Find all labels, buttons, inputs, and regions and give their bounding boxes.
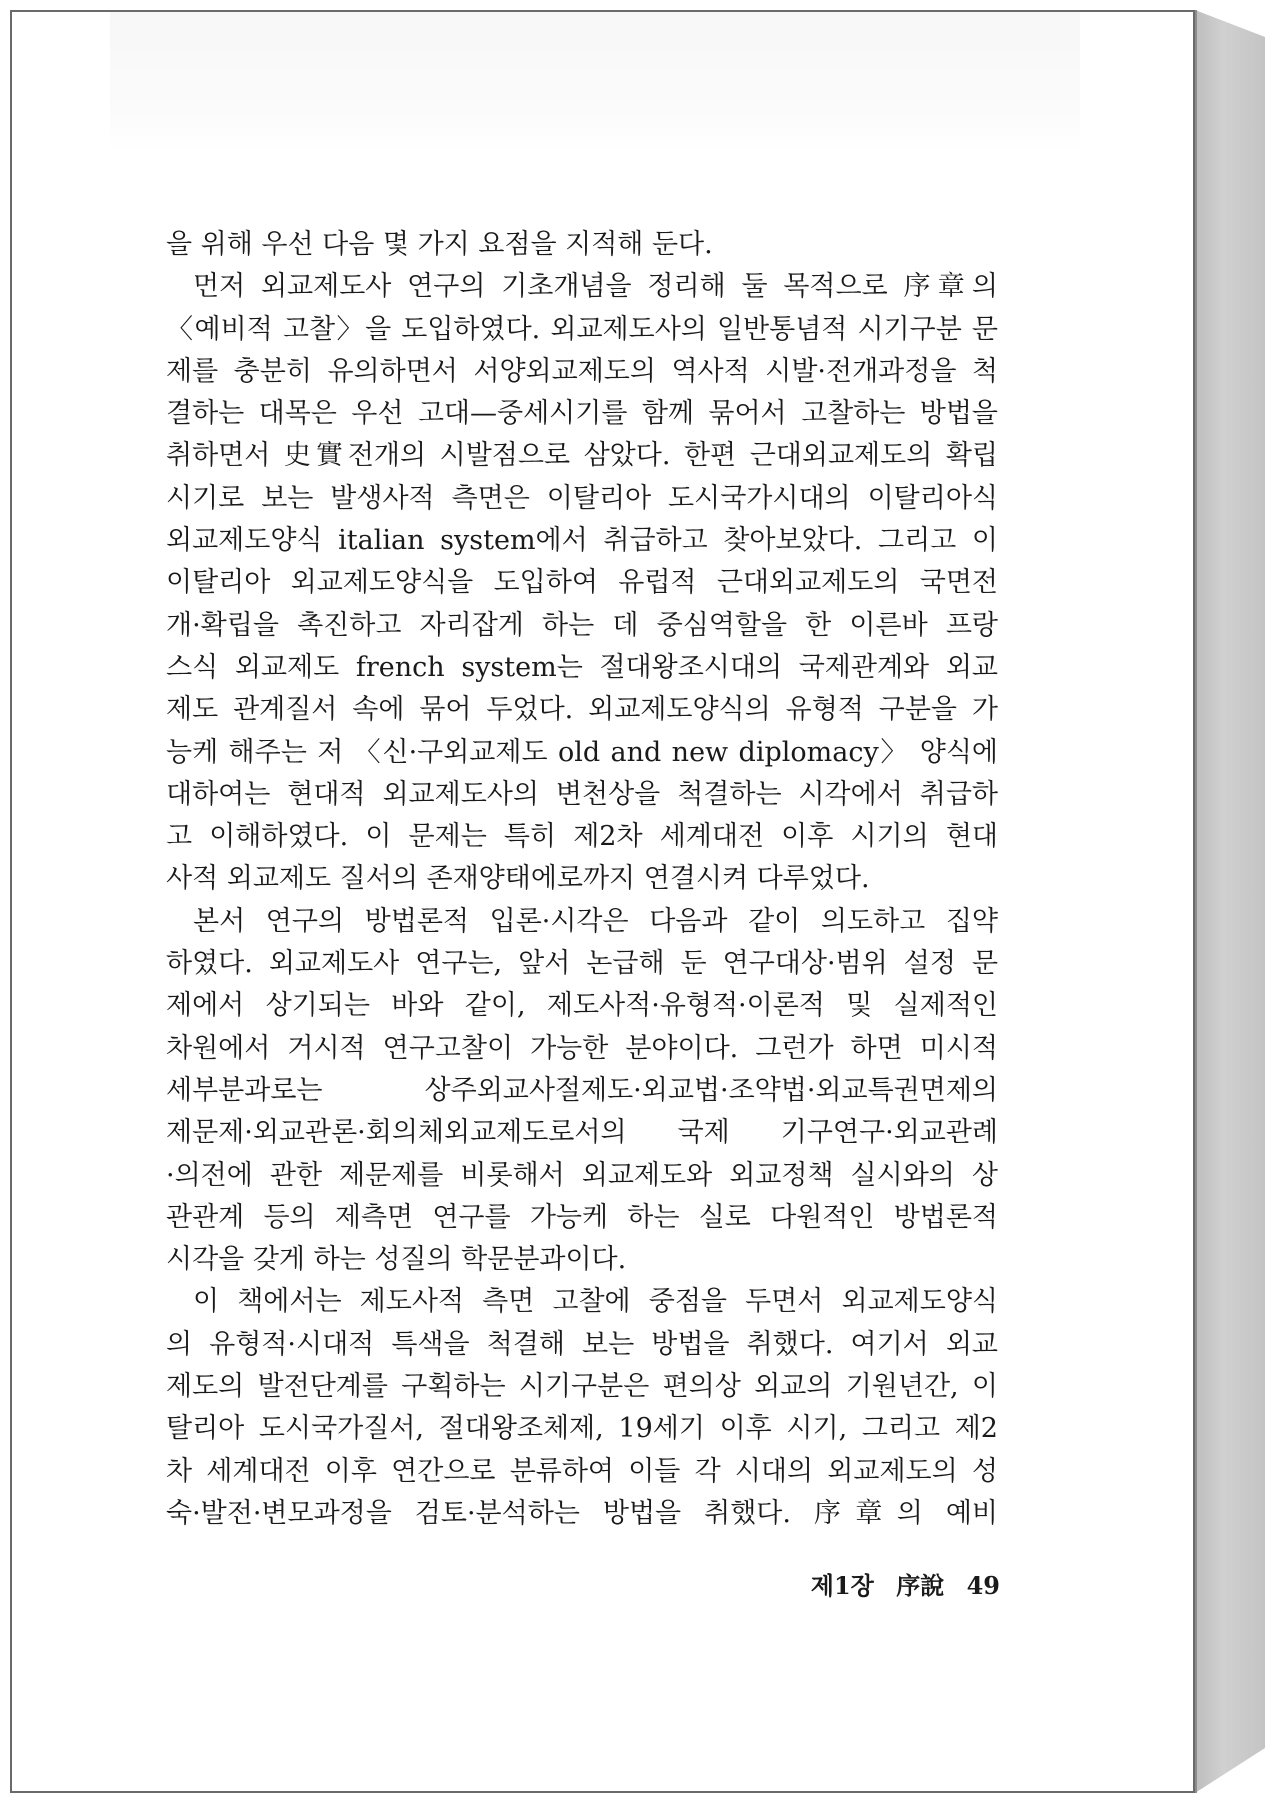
text-line: 본서 연구의 방법론적 입론·시각은 다음과 같이 의도하고 집약 bbox=[193, 905, 998, 937]
text-line: 제문제·외교관론·회의체외교제도로서의 국제 기구연구·외교관례 bbox=[166, 1117, 998, 1149]
footer-chapter: 제1장 bbox=[810, 1571, 874, 1600]
text-line: 제도 관계질서 속에 묶어 두었다. 외교제도양식의 유형적 구분을 가 bbox=[166, 694, 998, 726]
page-number: 49 bbox=[966, 1571, 1000, 1600]
text-line: 결하는 대목은 우선 고대—중세시기를 함께 묶어서 고찰하는 방법을 bbox=[166, 398, 998, 430]
text-line: 차 세계대전 이후 연간으로 분류하여 이들 각 시대의 외교제도의 성 bbox=[166, 1455, 998, 1487]
text-line: 이탈리아 외교제도양식을 도입하여 유럽적 근대외교제도의 국면전 bbox=[166, 567, 998, 599]
book-spine bbox=[1195, 10, 1265, 1793]
text-line: 시기로 보는 발생사적 측면은 이탈리아 도시국가시대의 이탈리아식 bbox=[166, 482, 998, 514]
text-line: 하였다. 외교제도사 연구는, 앞서 논급해 둔 연구대상·범위 설정 문 bbox=[166, 948, 998, 980]
text-line: 스식 외교제도 french system는 절대왕조시대의 국제관계와 외교 bbox=[166, 651, 998, 683]
text-line: 차원에서 거시적 연구고찰이 가능한 분야이다. 그런가 하면 미시적 bbox=[166, 1032, 998, 1064]
text-line: 개·확립을 촉진하고 자리잡게 하는 데 중심역할을 한 이른바 프랑 bbox=[166, 609, 998, 641]
text-line: 〈예비적 고찰〉을 도입하였다. 외교제도사의 일반통념적 시기구분 문 bbox=[166, 313, 998, 345]
text-line: 세부분과로는 상주외교사절제도·외교법·조약법·외교특권면제의 bbox=[166, 1074, 998, 1106]
body-text bbox=[166, 224, 998, 1535]
text-line: 제를 충분히 유의하면서 서양외교제도의 역사적 시발·전개과정을 척 bbox=[166, 355, 998, 387]
footer-section: 序說 bbox=[896, 1571, 945, 1600]
text-line: 먼저 외교제도사 연구의 기초개념을 정리해 둘 목적으로 序章의 bbox=[193, 271, 998, 303]
page-top-shade bbox=[110, 12, 1080, 152]
text-line: 탈리아 도시국가질서, 절대왕조체제, 19세기 이후 시기, 그리고 제2 bbox=[166, 1413, 998, 1445]
text-line: ·의전에 관한 제문제를 비롯해서 외교제도와 외교정책 실시와의 상 bbox=[166, 1159, 998, 1191]
text-line: 외교제도양식 italian system에서 취급하고 찾아보았다. 그리고 이 bbox=[166, 525, 998, 557]
text-line: 시각을 갖게 하는 성질의 학문분과이다. bbox=[166, 1244, 627, 1276]
text-line: 관관계 등의 제측면 연구를 가능케 하는 실로 다원적인 방법론적 bbox=[166, 1201, 998, 1233]
text-line: 이 책에서는 제도사적 측면 고찰에 중점을 두면서 외교제도양식 bbox=[193, 1286, 998, 1318]
text-line: 대하여는 현대적 외교제도사의 변천상을 척결하는 시각에서 취급하 bbox=[166, 778, 998, 810]
text-line: 숙·발전·변모과정을 검토·분석하는 방법을 취했다. 序章의 예비 bbox=[166, 1497, 998, 1529]
text-line: 사적 외교제도 질서의 존재양태에로까지 연결시켜 다루었다. bbox=[166, 863, 870, 895]
spine-edge bbox=[1195, 10, 1197, 1793]
text-line: 의 유형적·시대적 특색을 척결해 보는 방법을 취했다. 여기서 외교 bbox=[166, 1328, 998, 1360]
text-line: 제도의 발전단계를 구획하는 시기구분은 편의상 외교의 기원년간, 이 bbox=[166, 1371, 998, 1403]
text-line: 을 위해 우선 다음 몇 가지 요점을 지적해 둔다. bbox=[166, 229, 713, 260]
text-line: 능케 해주는 저 〈신·구외교제도 old and new diplomacy〉 양식에 bbox=[166, 736, 998, 768]
running-footer bbox=[780, 1566, 1000, 1601]
text-line: 취하면서 史實전개의 시발점으로 삼았다. 한편 근대외교제도의 확립 bbox=[166, 440, 998, 472]
text-line: 제에서 상기되는 바와 같이, 제도사적·유형적·이론적 및 실제적인 bbox=[166, 990, 998, 1022]
text-line: 고 이해하였다. 이 문제는 특히 제2차 세계대전 이후 시기의 현대 bbox=[166, 821, 998, 853]
